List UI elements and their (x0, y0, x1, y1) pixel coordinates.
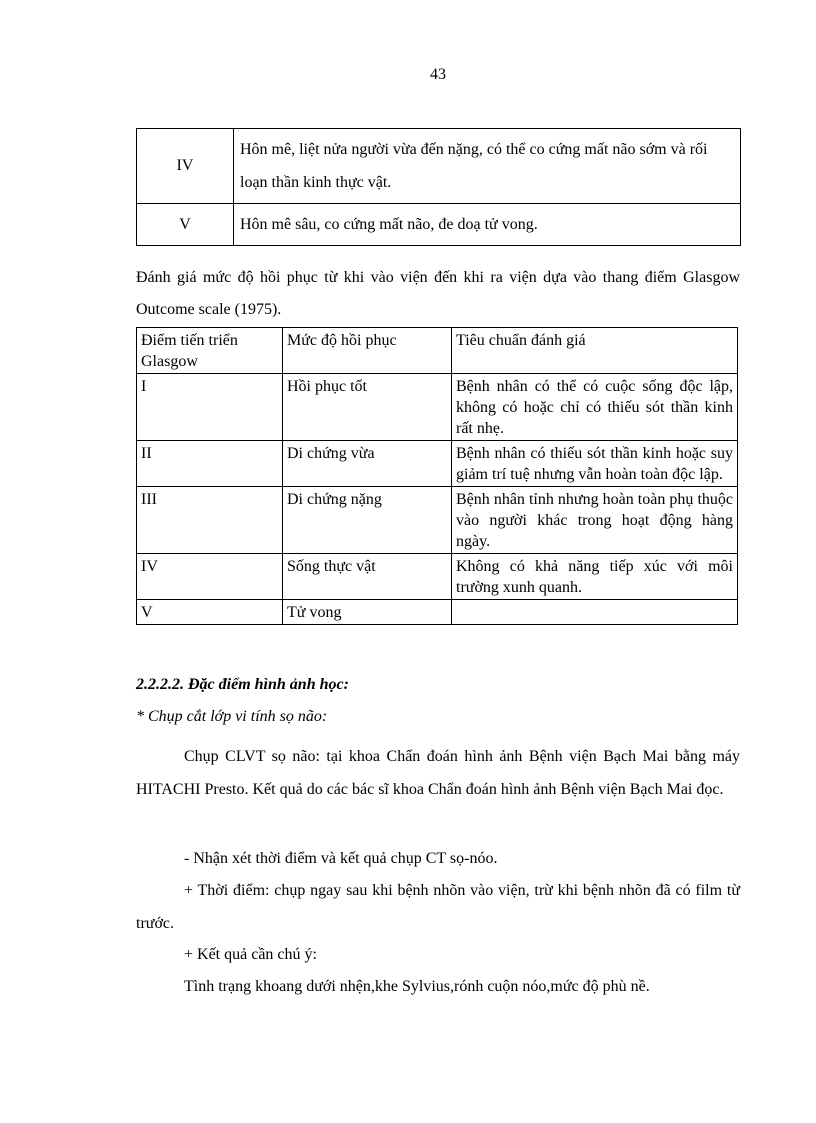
level-cell: Di chứng vừa (283, 441, 452, 487)
level-cell: Sống thực vật (283, 554, 452, 600)
section-heading: 2.2.2.2. Đặc điểm hình ảnh học: (136, 676, 349, 693)
coma-grade-table (136, 128, 741, 246)
page-number: 43 (430, 66, 446, 83)
level-cell: Di chứng nặng (283, 487, 452, 554)
header-criteria: Tiêu chuẩn đánh giá (452, 328, 738, 374)
level-cell: Tử vong (283, 600, 452, 625)
description-cell: Hôn mê, liệt nửa người vừa đến nặng, có thể co cứng mất não sớm và rối loạn thần kinh thực vật. (234, 129, 741, 204)
table-row (137, 554, 738, 600)
glasgow-outcome-table (136, 327, 738, 625)
criteria-cell: Bệnh nhân tỉnh nhưng hoàn toàn phụ thuộc vào người khác trong hoạt động hàng ngày. (452, 487, 738, 554)
score-cell: V (137, 600, 283, 625)
criteria-cell: Không có khả năng tiếp xúc với môi trường xunh quanh. (452, 554, 738, 600)
timing-paragraph: + Thời điểm: chụp ngay sau khi bệnh nhõn vào viện, trừ khi bệnh nhõn đã có film từ trước. (136, 882, 740, 932)
criteria-cell: Bệnh nhân có thiếu sót thần kinh hoặc suy giảm trí tuệ nhưng vẫn hoàn toàn độc lập. (452, 441, 738, 487)
score-cell: I (137, 374, 283, 441)
subsection-heading: * Chụp cắt lớp vi tính sọ não: (136, 708, 328, 725)
table-header-row (137, 328, 738, 374)
score-cell: IV (137, 554, 283, 600)
ct-paragraph: Chụp CLVT sọ não: tại khoa Chẩn đoán hình ảnh Bệnh viện Bạch Mai bằng máy HITACHI Presto. Kết quả do các bác sĩ khoa Chẩn đoán hình ảnh Bệnh viện Bạch Mai đọc. (136, 748, 740, 798)
result-line: + Kết quả cần chú ý: (184, 946, 317, 963)
intro-paragraph: Đánh giá mức độ hồi phục từ khi vào viện đến khi ra viện dựa vào thang điểm Glasgow Outcome scale (1975). (136, 269, 740, 318)
description-cell: Hôn mê sâu, co cứng mất não, đe doạ tử vong. (234, 204, 741, 246)
table-row (137, 129, 741, 204)
header-score: Điểm tiến triển Glasgow (137, 328, 283, 374)
table-row (137, 204, 741, 246)
table-row (137, 487, 738, 554)
criteria-cell (452, 600, 738, 625)
bullet-line: - Nhận xét thời điểm và kết quả chụp CT sọ-nóo. (184, 850, 498, 867)
table-row (137, 441, 738, 487)
score-cell: III (137, 487, 283, 554)
score-cell: II (137, 441, 283, 487)
grade-cell: IV (137, 129, 234, 204)
table-row (137, 374, 738, 441)
grade-cell: V (137, 204, 234, 246)
header-level: Mức độ hồi phục (283, 328, 452, 374)
level-cell: Hồi phục tốt (283, 374, 452, 441)
status-line: Tình trạng khoang dưới nhện,khe Sylvius,rónh cuộn nóo,mức độ phù nề. (184, 978, 650, 995)
table-row (137, 600, 738, 625)
criteria-cell: Bệnh nhân có thể có cuộc sống độc lập, không có hoặc chỉ có thiếu sót thần kinh rất nhẹ. (452, 374, 738, 441)
